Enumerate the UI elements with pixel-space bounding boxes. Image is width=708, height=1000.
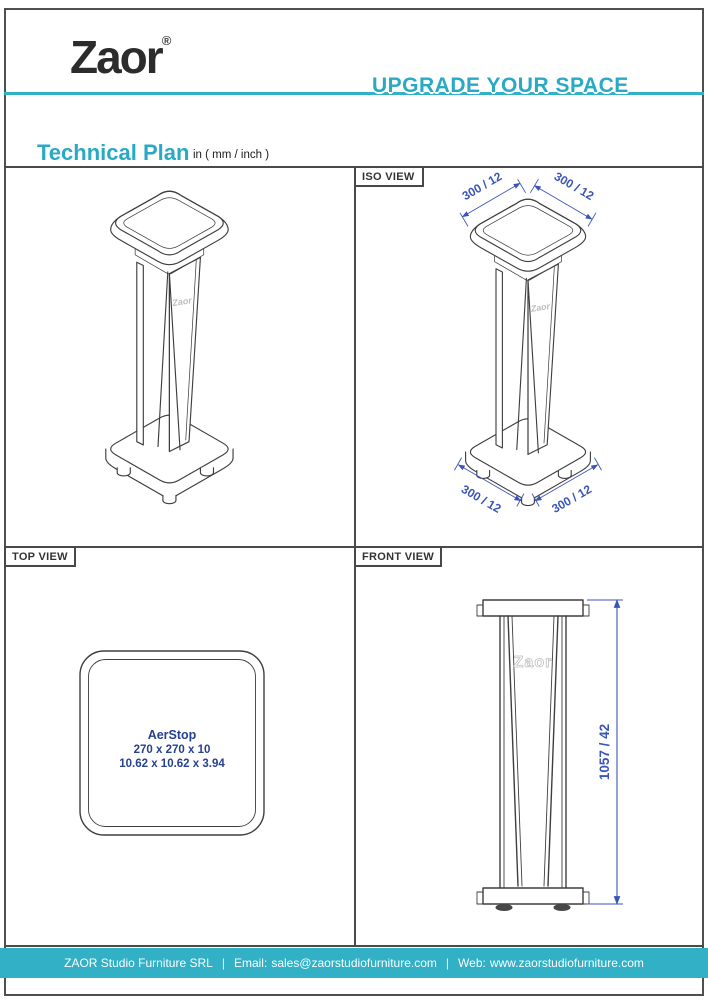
- stand-isometric-drawing: [96, 182, 251, 517]
- part-size-inch: 10.62 x 10.62 x 3.94: [119, 758, 225, 770]
- top-view-label: TOP VIEW: [4, 546, 76, 567]
- front-view-drawing: [447, 590, 667, 920]
- front-dimension: [587, 600, 623, 904]
- footer-email: sales@zaorstudiofurniture.com: [271, 956, 437, 970]
- stand-top-plate: [470, 199, 585, 280]
- footer-company: ZAOR Studio Furniture SRL: [64, 956, 213, 970]
- front-view-label: FRONT VIEW: [354, 546, 442, 567]
- registered-trademark: ®: [161, 33, 172, 48]
- plate-outline-inner: [89, 660, 256, 827]
- dim-top-right: 300 / 12: [551, 169, 597, 204]
- part-name: AerStop: [147, 728, 197, 742]
- iso-view-drawing: [420, 168, 636, 544]
- column-watermark: Zaor: [530, 301, 551, 314]
- footer-web-label: Web:: [458, 956, 486, 970]
- footer-email-label: Email:: [233, 956, 268, 970]
- units-note: in ( mm / inch ): [193, 149, 270, 161]
- brand-logo-text: Zaor: [70, 31, 162, 83]
- brand-logo: [70, 30, 171, 84]
- dim-bottom-right: 300 / 12: [549, 482, 594, 516]
- dim-top-left: 300 / 12: [459, 169, 505, 204]
- footer-bar: [0, 948, 708, 978]
- stand-top-plate: [111, 191, 228, 274]
- footer-separator: |: [221, 956, 225, 970]
- plate-outline-outer: [80, 651, 264, 835]
- page-title: Technical Plan: [37, 140, 190, 165]
- column-watermark: Zaor: [513, 654, 553, 671]
- footer-web: www.zaorstudiofurniture.com: [489, 956, 644, 970]
- dim-bottom-left: 300 / 12: [458, 482, 504, 516]
- front-top-plate: [477, 600, 589, 616]
- iso-view-label: ISO VIEW: [354, 166, 424, 187]
- front-base: [477, 888, 589, 911]
- top-view-drawing: [77, 648, 267, 838]
- dim-height: 1057 / 42: [597, 723, 612, 781]
- column-watermark: Zaor: [171, 295, 193, 309]
- brand-tagline: UPGRADE YOUR SPACE: [372, 74, 629, 97]
- footer-separator: |: [445, 956, 450, 970]
- part-size-mm: 270 x 270 x 10: [133, 744, 211, 756]
